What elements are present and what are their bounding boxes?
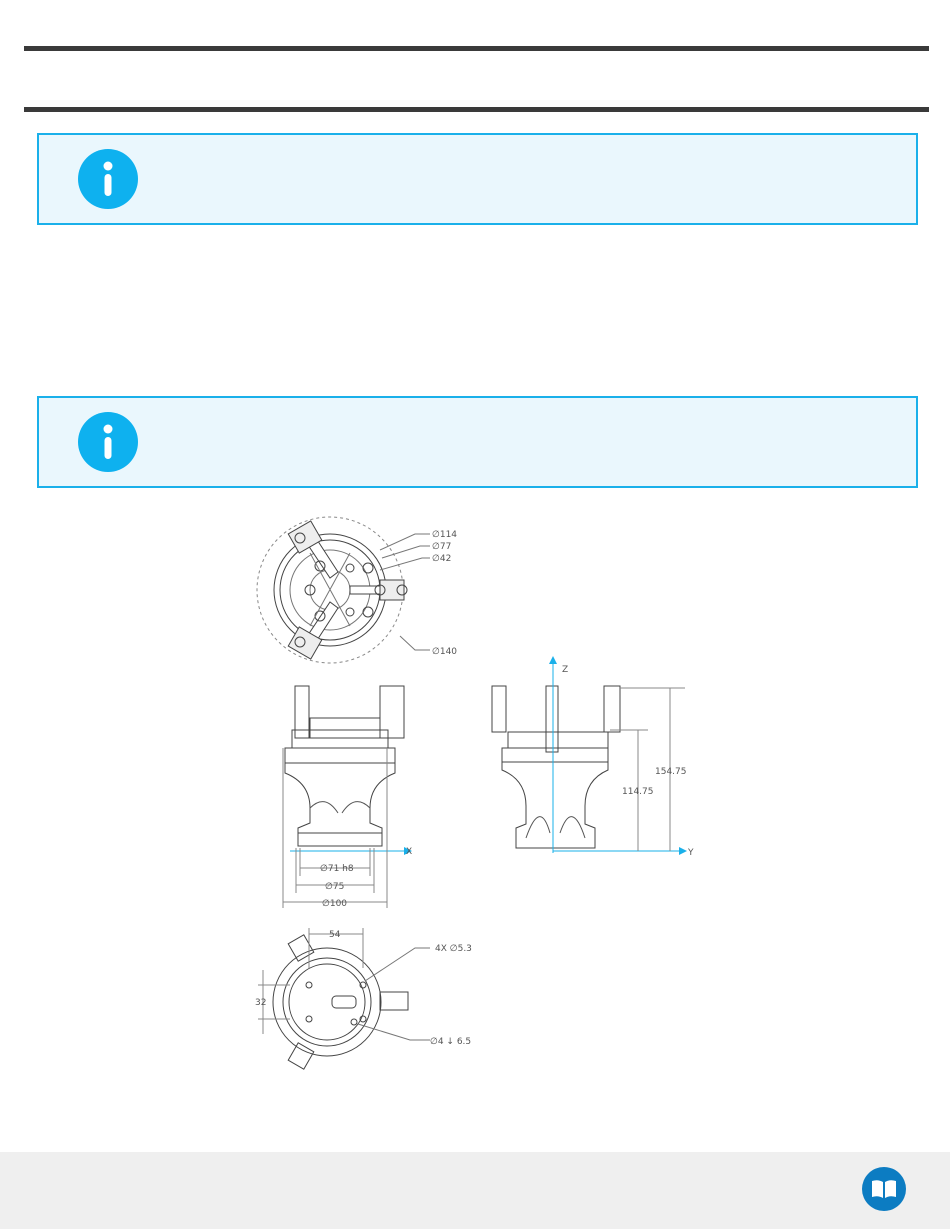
dim-d71: ∅71 h8 [320,864,354,874]
section-rule [24,107,929,112]
axis-x-label: X [406,847,413,857]
gripper-dimension-drawing [230,508,730,1083]
dim-d100: ∅100 [322,899,348,909]
front-view [283,686,412,908]
dim-d140: ∅140 [432,647,458,657]
dim-width-54: 54 [329,930,341,940]
bottom-view [258,928,430,1069]
axis-y-label: Y [688,848,694,858]
info-note-1 [37,133,918,225]
dim-height-114: 114.75 [622,787,654,797]
book-icon[interactable] [862,1167,906,1211]
axis-z-label: Z [562,665,569,675]
top-view [257,517,430,663]
side-view [492,656,687,855]
info-icon [78,412,138,472]
page-footer [0,1152,950,1229]
dim-holes: 4X ∅5.3 [435,944,472,954]
info-note-2 [37,396,918,488]
dim-d42: ∅42 [432,554,452,564]
top-rule [24,46,929,51]
info-icon [78,149,138,209]
dim-d114: ∅114 [432,530,458,540]
dim-d75: ∅75 [325,882,345,892]
dim-d77: ∅77 [432,542,452,552]
dim-pin: ∅4 ↓ 6.5 [430,1037,472,1047]
dim-height-32: 32 [255,998,267,1008]
dim-height-154: 154.75 [655,767,687,777]
